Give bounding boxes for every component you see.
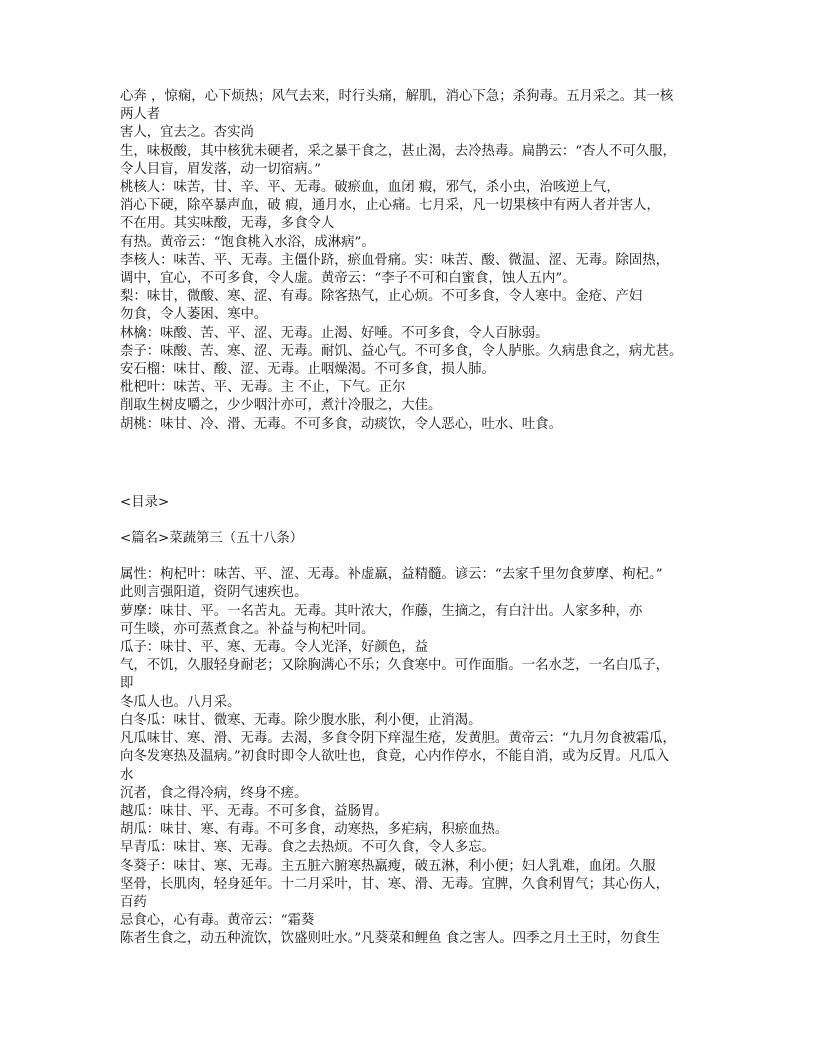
text-line: 削取生树皮嚼之，少少咽汁亦可，煮汁冷服之，大佳。 <box>120 398 442 414</box>
text-line: 气，不饥，久服轻身耐老；又除胸满心不乐；久食寒中。可作面脂。一名水芝，一名白瓜子， <box>120 658 670 674</box>
text-line: 林檎：味酸、苦、平、涩、无毒。止渴、好唾。不可多食，令人百脉弱。 <box>120 325 549 341</box>
text-line: 胡瓜：味甘、寒、有毒。不可多食，动寒热，多疟病，积瘀血热。 <box>120 822 509 838</box>
text-line: 安石榴：味甘、酸、涩、无毒。止咽燥渴。不可多食，损人肺。 <box>120 362 495 378</box>
text-line: 两人者 <box>120 107 161 123</box>
text-line: 勿食，令人萎困、寒中。 <box>120 307 268 323</box>
text-line: 瓜子：味甘、平、寒、无毒。令人光泽，好颜色，益 <box>120 640 428 656</box>
document-page <box>120 88 698 949</box>
text-line: 害人，宜去之。杏实尚 <box>120 125 254 141</box>
text-line: 水 <box>120 767 134 783</box>
text-line: 柰子：味酸、苦、寒、涩、无毒。耐饥、益心气。不可多食，令人胪胀。久病患食之，病尤甚。 <box>120 343 683 359</box>
text-line: 坚骨，长肌肉，轻身延年。十二月采叶，甘、寒、滑、无毒。宜脾，久食利胃气；其心伤人， <box>120 876 670 892</box>
text-line: 李核人：味苦、平、无毒。主僵仆跻，瘀血骨痛。实：味苦、酸、微温、涩、无毒。除固热， <box>120 252 670 268</box>
text-line: 有热。黄帝云：“饱食桃入水浴，成淋病”。 <box>120 234 375 250</box>
text-line: 调中，宜心，不可多食，令人虚。黄帝云：“李子不可和白蜜食，蚀人五内”。 <box>120 271 576 287</box>
text-line: 桃核人：味苦，甘、辛、平、无毒。破瘀血，血闭 瘕，邪气，杀小虫，治咳逆上气， <box>120 180 620 196</box>
section-fruits <box>120 88 698 434</box>
text-line: 胡桃：味甘、冷、滑、无毒。不可多食，动痰饮，令人恶心，吐水、吐食。 <box>120 416 562 432</box>
text-line: 百药 <box>120 894 147 910</box>
text-line: 令人目盲，眉发落，动一切宿病。” <box>120 161 322 177</box>
text-line: 心奔 ，惊痫，心下烦热；风气去来，时行头痛，解肌，消心下急；杀狗毒。五月采之。其一核 <box>120 89 674 104</box>
text-line: 陈者生食之，动五种流饮，饮盛则吐水。”凡葵菜和鲤鱼 食之害人。四季之月土王时，勿食生 <box>120 931 661 947</box>
text-line: 消心下硬，除卒暴声血，破 瘕，通月水，止心痛。七月采，凡一切果核中有两人者并害人， <box>120 198 660 214</box>
text-line: 冬葵子：味甘、寒、无毒。主五脏六腑寒热羸瘦，破五淋，利小便；妇人乳难，血闭。久服 <box>120 858 656 874</box>
section-spacer <box>120 512 698 530</box>
toc-label: <目录> <box>120 494 170 510</box>
text-line: 忌食心，心有毒。黄帝云：“霜葵 <box>120 913 315 929</box>
chapter-title: <篇名>菜蔬第三（五十八条） <box>120 531 304 547</box>
section-vegetables <box>120 566 698 948</box>
text-line: 凡瓜味甘、寒、滑、无毒。去渴，多食令阴下痒湿生疮，发黄胆。黄帝云：“九月勿食被霜瓜， <box>120 731 676 747</box>
text-line: 属性：枸杞叶：味苦、平、涩、无毒。补虚羸，益精髓。谚云：“去家千里勿食萝摩、枸杞。” <box>120 567 663 583</box>
text-line: 梨：味甘，微酸、寒、涩、有毒。除客热气，止心烦。不可多食，令人寒中。金疮、产妇 <box>120 289 643 305</box>
section-spacer <box>120 434 698 494</box>
text-line: 早青瓜：味甘、寒、无毒。食之去热烦。不可久食，令人多忘。 <box>120 840 495 856</box>
text-line: 枇杷叶：味苦、平、无毒。主 不止，下气。正尔 <box>120 380 406 396</box>
text-line: 沉者，食之得冷病，终身不瘥。 <box>120 785 308 801</box>
text-line: 越瓜：味甘、平、无毒。不可多食，益肠胃。 <box>120 803 388 819</box>
text-line: 冬瓜人也。八月采。 <box>120 694 241 710</box>
text-line: 萝摩：味甘、平。一名苦丸。无毒。其叶浓大，作藤，生摘之，有白汁出。人家多种，亦 <box>120 603 643 619</box>
text-line: 不在用。其实味酸，无毒，多食令人 <box>120 216 335 232</box>
text-line: 此则言强阳道，资阴气速疾也。 <box>120 585 308 601</box>
text-line: 白冬瓜：味甘、微寒、无毒。除少腹水胀，利小便，止消渴。 <box>120 712 482 728</box>
text-line: 可生啖，亦可蒸煮食之。补益与枸杞叶同。 <box>120 621 375 637</box>
section-spacer <box>120 548 698 566</box>
text-line: 向冬发寒热及温病。”初食时即令人欲吐也，食竟，心内作停水，不能自消，或为反胃。凡瓜入 <box>120 749 670 765</box>
text-line: 生，味极酸，其中核犹未硬者，采之暴干食之，甚止渴，去冷热毒。扁鹊云：“杏人不可久服， <box>120 143 676 159</box>
text-line: 即 <box>120 676 134 692</box>
